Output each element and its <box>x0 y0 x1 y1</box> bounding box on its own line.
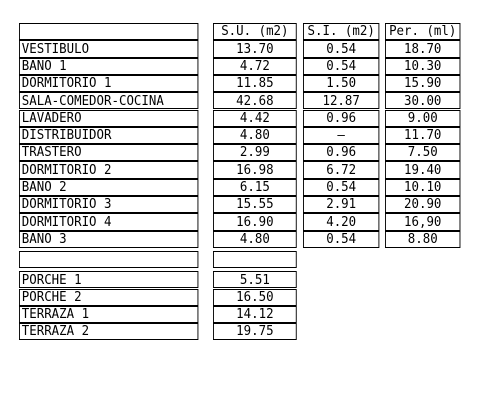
room-su-cell: 15.55 <box>213 196 297 213</box>
room-su-cell: 4.42 <box>213 110 297 127</box>
room-per-cell: 7.50 <box>385 144 460 161</box>
room-per-cell: 19.40 <box>385 161 460 178</box>
room-su-cell: 6.15 <box>213 179 297 196</box>
exterior-name-cell: TERRAZA 2 <box>19 323 198 340</box>
room-name-cell: DORMITORIO 3 <box>19 196 198 213</box>
room-si-cell: 0.54 <box>303 40 379 57</box>
room-name-cell: BAÑO 3 <box>19 231 198 248</box>
room-si-cell: 0.96 <box>303 110 379 127</box>
room-si-cell: 0.54 <box>303 179 379 196</box>
exterior-su-cell: 16.50 <box>213 289 297 306</box>
header-cell-si: S.I. (m2) <box>303 23 379 40</box>
exterior-name-cell: PORCHE 1 <box>19 271 198 288</box>
exterior-name-cell: PORCHE 2 <box>19 289 198 306</box>
room-name-cell: DISTRIBUIDOR <box>19 127 198 144</box>
exterior-name-cell: TERRAZA 1 <box>19 306 198 323</box>
room-si-cell: 1.50 <box>303 75 379 92</box>
header-cell-per: Per. (ml) <box>385 23 460 40</box>
room-per-cell: 20.90 <box>385 196 460 213</box>
room-name-cell: BAÑO 2 <box>19 179 198 196</box>
room-su-cell: 16.98 <box>213 161 297 178</box>
spacer-cell-su <box>213 251 297 268</box>
room-si-cell: 12.87 <box>303 92 379 109</box>
header-cell-name <box>19 23 198 40</box>
room-si-cell: – <box>303 127 379 144</box>
room-si-cell: 2.91 <box>303 196 379 213</box>
room-su-cell: 4.72 <box>213 58 297 75</box>
room-per-cell: 10.30 <box>385 58 460 75</box>
room-su-cell: 4.80 <box>213 231 297 248</box>
exterior-su-cell: 14.12 <box>213 306 297 323</box>
room-name-cell: LAVADERO <box>19 110 198 127</box>
room-per-cell: 11.70 <box>385 127 460 144</box>
exterior-su-cell: 19.75 <box>213 323 297 340</box>
room-si-cell: 4.20 <box>303 213 379 230</box>
room-name-cell: DORMITORIO 1 <box>19 75 198 92</box>
room-si-cell: 0.96 <box>303 144 379 161</box>
room-su-cell: 16.90 <box>213 213 297 230</box>
room-per-cell: 16,90 <box>385 213 460 230</box>
exterior-su-cell: 5.51 <box>213 271 297 288</box>
room-per-cell: 9.00 <box>385 110 460 127</box>
room-su-cell: 4.80 <box>213 127 297 144</box>
room-per-cell: 30.00 <box>385 92 460 109</box>
room-su-cell: 42.68 <box>213 92 297 109</box>
room-su-cell: 11.85 <box>213 75 297 92</box>
room-su-cell: 13.70 <box>213 40 297 57</box>
room-su-cell: 2.99 <box>213 144 297 161</box>
spacer-cell-name <box>19 251 198 268</box>
room-name-cell: DORMITORIO 4 <box>19 213 198 230</box>
room-per-cell: 15.90 <box>385 75 460 92</box>
room-si-cell: 0.54 <box>303 231 379 248</box>
room-name-cell: SALA-COMEDOR-COCINA <box>19 92 198 109</box>
room-per-cell: 18.70 <box>385 40 460 57</box>
header-cell-su: S.U. (m2) <box>213 23 297 40</box>
room-name-cell: BAÑO 1 <box>19 58 198 75</box>
room-name-cell: DORMITORIO 2 <box>19 161 198 178</box>
room-si-cell: 6.72 <box>303 161 379 178</box>
room-si-cell: 0.54 <box>303 58 379 75</box>
room-per-cell: 8.80 <box>385 231 460 248</box>
room-per-cell: 10.10 <box>385 179 460 196</box>
room-name-cell: VESTIBULO <box>19 40 198 57</box>
room-name-cell: TRASTERO <box>19 144 198 161</box>
